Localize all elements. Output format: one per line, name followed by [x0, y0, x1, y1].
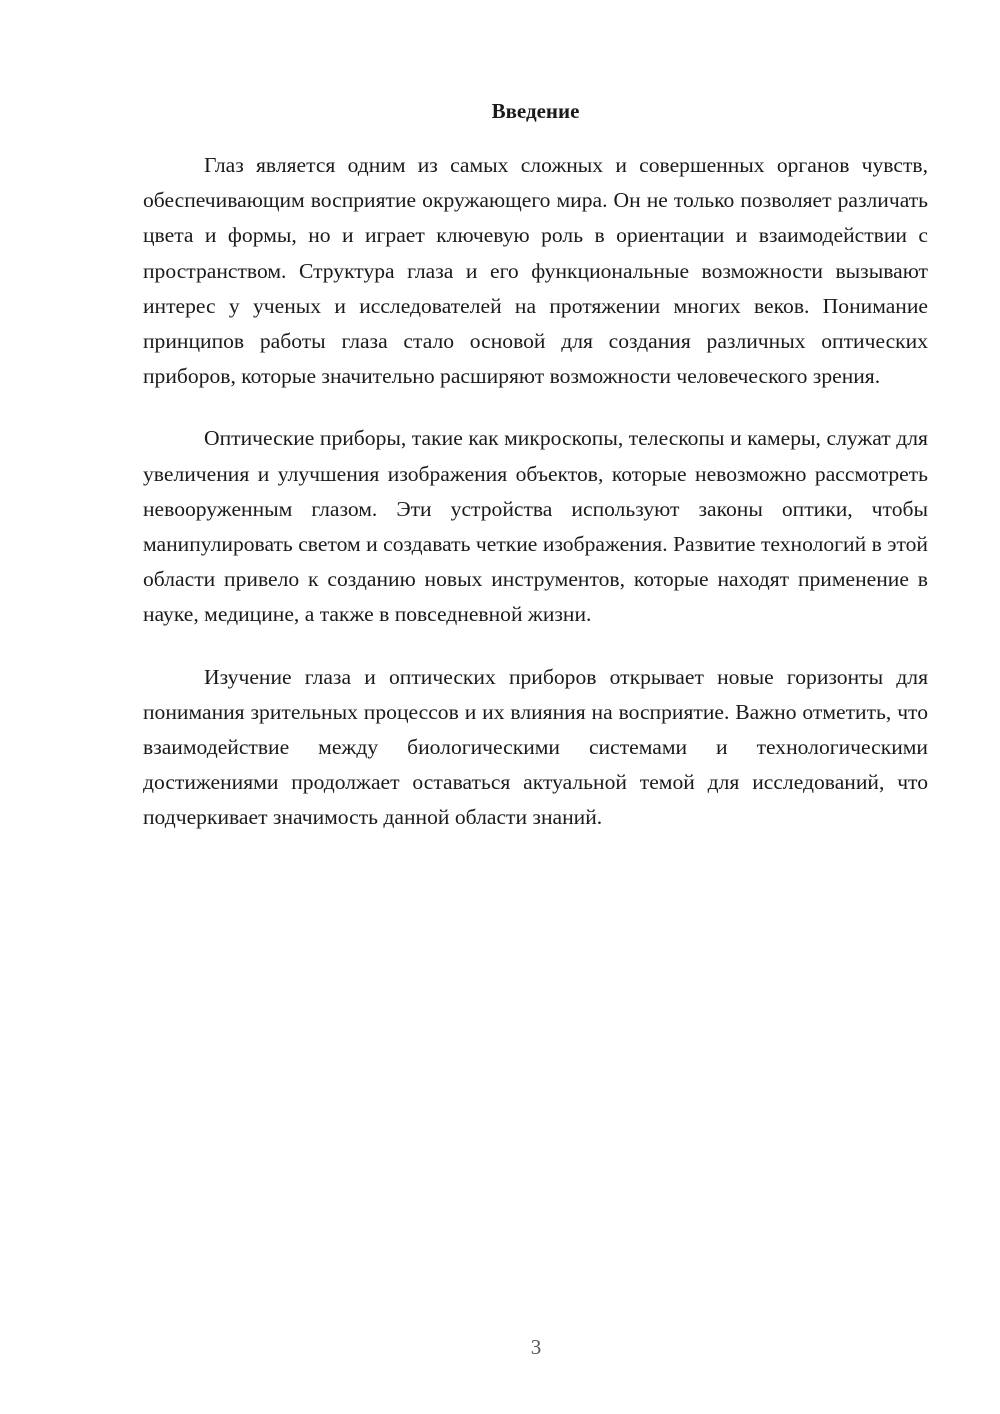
page-content: [143, 96, 928, 863]
section-heading: Введение: [491, 99, 580, 123]
paragraph-2: Оптические приборы, такие как микроскопы, телескопы и камеры, служат для увеличения и улучшения изображения объектов, которые невозможно рассмотреть невооруженным глазом. Эти устройства используют законы оптики, чтобы манипулировать светом и создавать четкие изображения. Развитие технологий в этой области привело к созданию новых инструментов, которые находят применение в науке, медицине, а также в повседневной жизни.: [143, 426, 928, 627]
page-number: 3: [530, 1335, 542, 1359]
paragraph-3: Изучение глаза и оптических приборов открывает новые горизонты для понимания зрительных процессов и их влияния на восприятие. Важно отметить, что взаимодействие между биологическими системами и технологическими достижениями продолжает оставаться актуальной темой для исследований, что подчеркивает значимость данной области знаний.: [143, 664, 928, 830]
paragraph-1: Глаз является одним из самых сложных и совершенных органов чувств, обеспечивающим восприятие окружающего мира. Он не только позволяет различать цвета и формы, но и играет ключевую роль в ориентации и взаимодействии с пространством. Структура глаза и его функциональные возможности вызывают интерес у ученых и исследователей на протяжении многих веков. Понимание принципов работы глаза стало основой для создания различных оптических приборов, которые значительно расширяют возможности человеческого зрения.: [143, 153, 928, 389]
